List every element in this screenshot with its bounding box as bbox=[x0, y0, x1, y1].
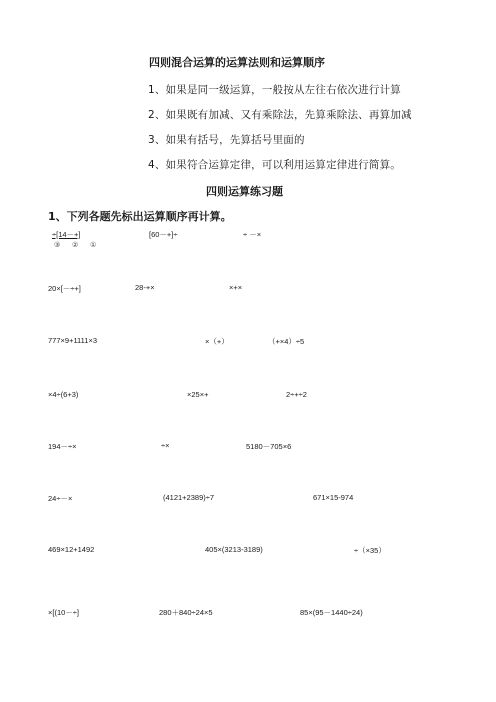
expression-r1-c1: ÷[14－+] bbox=[52, 230, 81, 239]
order-mark: ③ bbox=[54, 241, 61, 249]
expression-r5-c3: 5180－705×6 bbox=[246, 442, 292, 451]
order-mark: ② bbox=[72, 241, 79, 249]
expression-r8-c2: 280＋840÷24×5 bbox=[159, 608, 213, 617]
expression-r2-c3: ×+× bbox=[229, 283, 243, 292]
expression-r5-c2: ÷× bbox=[161, 441, 170, 450]
expression-r2-c2: 28-+× bbox=[135, 283, 155, 292]
exercise-title: 四则运算练习题 bbox=[206, 185, 283, 198]
expression-r8-c1: ×[(10－÷] bbox=[48, 608, 80, 617]
expression-r3-c3: （+×4）÷5 bbox=[268, 337, 305, 346]
expression-r7-c3: ÷（×35） bbox=[354, 546, 386, 555]
rules-title: 四则混合运算的运算法则和运算顺序 bbox=[149, 56, 325, 69]
expression-r8-c3: 85×(95－1440÷24) bbox=[300, 608, 363, 617]
expression-r6-c2: (4121+2389)÷7 bbox=[163, 493, 215, 502]
expression-r3-c1: 777×9+1111×3 bbox=[48, 336, 98, 345]
expression-r6-c3: 671×15-974 bbox=[313, 493, 354, 502]
expression-r7-c2: 405×(3213-3189) bbox=[205, 545, 263, 554]
expression-r2-c1: 20×[－÷+] bbox=[48, 284, 81, 293]
expression-r5-c1: 194－÷× bbox=[48, 442, 77, 451]
expression-r1-c2: [60－+]÷ bbox=[149, 230, 178, 239]
expression-r3-c2: ×（+） bbox=[205, 337, 229, 346]
expression-r4-c3: 2÷+÷2 bbox=[286, 390, 307, 399]
rule-3: 3、如果有括号，先算括号里面的 bbox=[148, 134, 305, 146]
expression-r4-c1: ×4÷(6+3) bbox=[48, 390, 79, 399]
expression-r7-c1: 469×12+1492 bbox=[48, 545, 95, 554]
order-mark: ① bbox=[90, 241, 97, 249]
order-marks bbox=[54, 241, 108, 249]
rule-4: 4、如果符合运算定律，可以利用运算定律进行简算。 bbox=[148, 159, 401, 171]
expression-r1-c3: ÷ －× bbox=[243, 230, 262, 239]
rule-1: 1、如果是同一级运算，一般按从左往右依次进行计算 bbox=[148, 84, 401, 96]
rule-2: 2、如果既有加减、又有乘除法，先算乘除法、再算加减 bbox=[148, 109, 412, 121]
expression-r4-c2: ×25×+ bbox=[187, 390, 209, 399]
expression-r6-c1: 24÷－× bbox=[48, 494, 73, 503]
question-heading: 1、下列各题先标出运算顺序再计算。 bbox=[48, 210, 232, 223]
